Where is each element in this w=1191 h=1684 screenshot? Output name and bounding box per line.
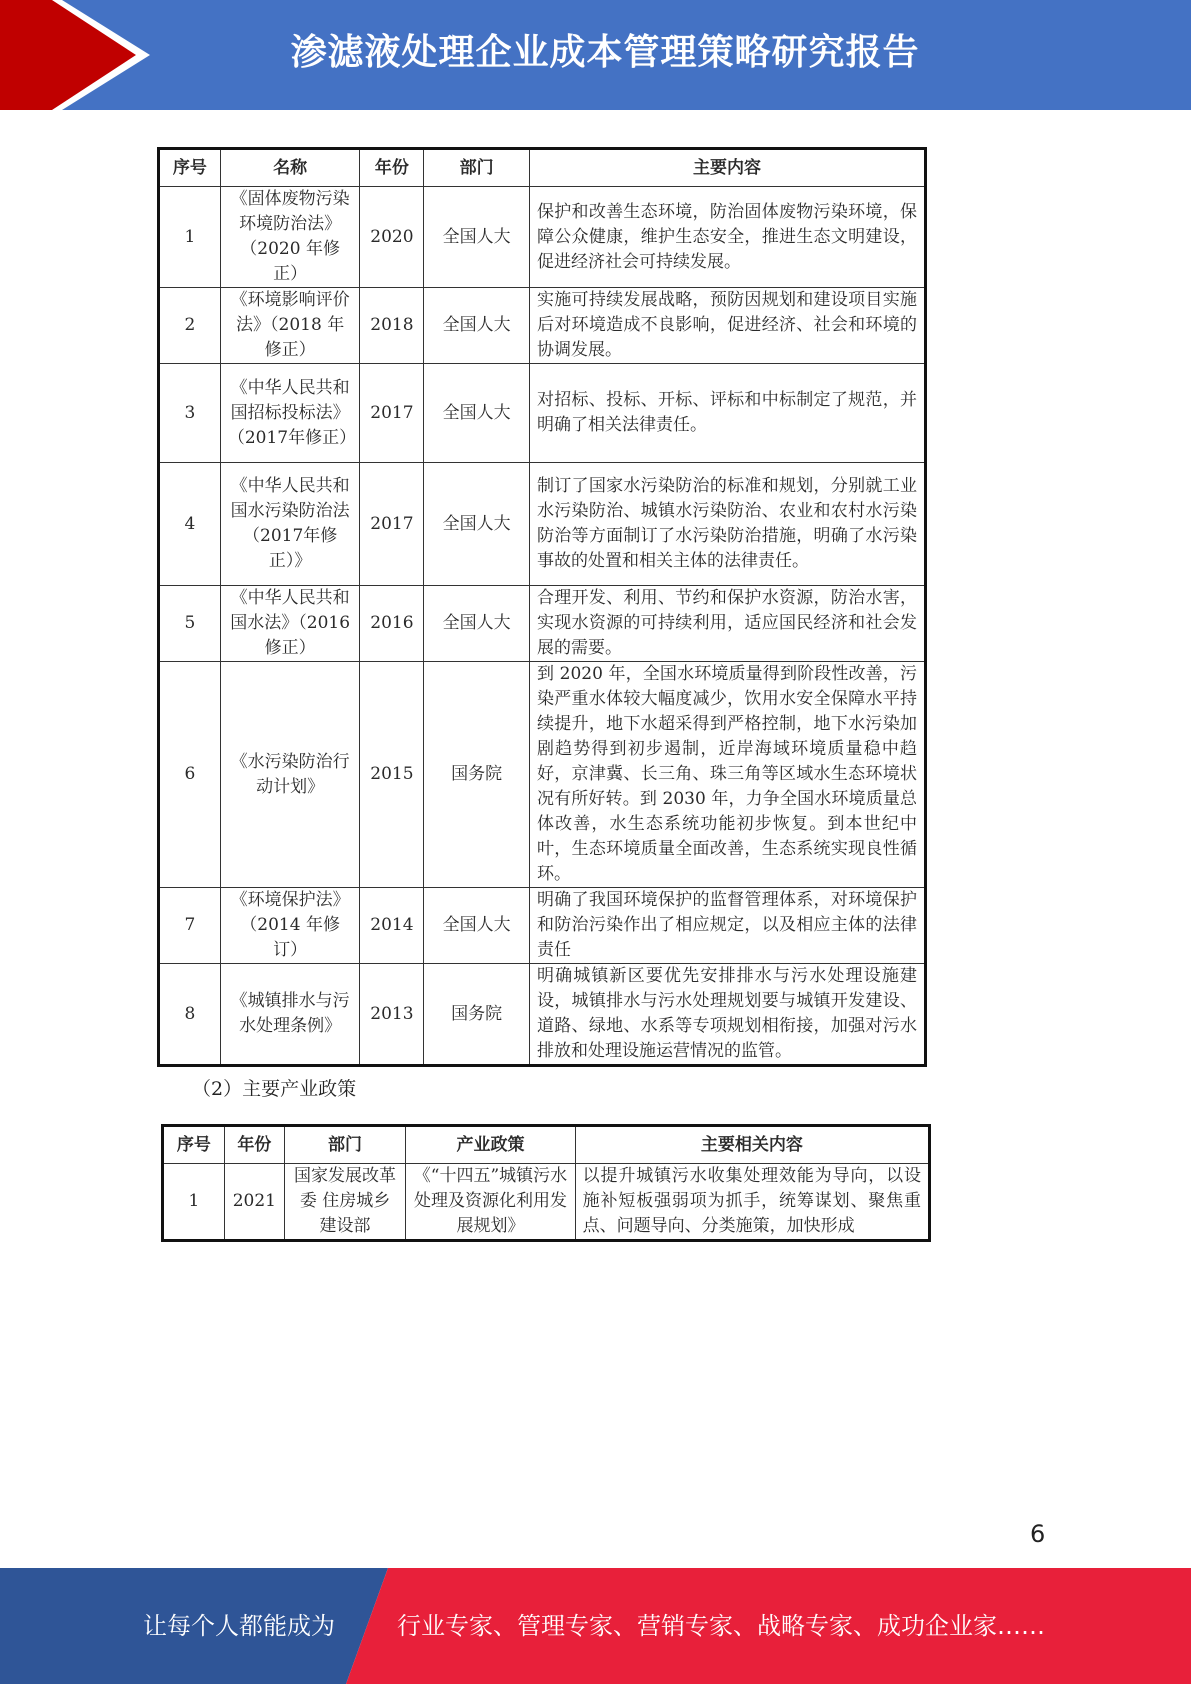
row-dept: 国家发展改革委 住房城乡建设部 <box>284 1164 405 1241</box>
page-number: 6 <box>1030 1520 1046 1548</box>
page-header <box>0 0 1191 110</box>
table-row <box>159 187 926 288</box>
policy-table-header-row <box>163 1126 930 1164</box>
table-row <box>159 586 926 662</box>
page-footer <box>0 1568 1191 1684</box>
law-table <box>157 147 927 1067</box>
table-row <box>159 288 926 364</box>
row-no: 1 <box>163 1164 225 1241</box>
row-content: 制订了国家水污染防治的标准和规划，分别就工业水污染防治、城镇水污染防治、农业和农村水污染防治等方面制订了水污染防治措施，明确了水污染事故的处置和相关主体的法律责任。 <box>529 463 925 586</box>
row-name: 《中华人民共和国水法》（2016修正） <box>220 586 360 662</box>
row-dept: 国务院 <box>424 662 530 888</box>
header-no: 序号 <box>159 149 221 187</box>
row-year: 2021 <box>224 1164 284 1241</box>
row-year: 2014 <box>360 888 424 964</box>
row-name: 《城镇排水与污水处理条例》 <box>220 964 360 1066</box>
row-no: 8 <box>159 964 221 1066</box>
row-content: 以提升城镇污水收集处理效能为导向，以设施补短板强弱项为抓手，统筹谋划、聚焦重点、问题导向、分类施策，加快形成 <box>575 1164 929 1241</box>
row-content: 到 2020 年，全国水环境质量得到阶段性改善，污染严重水体较大幅度减少，饮用水安全保障水平持续提升，地下水超采得到严格控制，地下水污染加剧趋势得到初步遏制，近岸海域环境质量稳中趋好，京津冀、长三角、珠三角等区域水生态环境状况有所好转。到 2030 年，力争全国水环境质量总体改善，水生态系统功能初步恢复。到本世纪中叶，生态环境质量全面改善，生态系统实现良性循环。 <box>529 662 925 888</box>
row-dept: 全国人大 <box>424 187 530 288</box>
row-year: 2020 <box>360 187 424 288</box>
row-year: 2017 <box>360 364 424 463</box>
row-year: 2018 <box>360 288 424 364</box>
header-content: 主要内容 <box>529 149 925 187</box>
header-policy: 产业政策 <box>406 1126 575 1164</box>
row-dept: 全国人大 <box>424 586 530 662</box>
header-no: 序号 <box>163 1126 225 1164</box>
header-year: 年份 <box>360 149 424 187</box>
row-no: 7 <box>159 888 221 964</box>
row-name: 《环境影响评价法》（2018 年修正） <box>220 288 360 364</box>
row-name: 《水污染防治行动计划》 <box>220 662 360 888</box>
row-dept: 全国人大 <box>424 888 530 964</box>
row-content: 明确了我国环境保护的监督管理体系，对环境保护和防治污染作出了相应规定，以及相应主体的法律责任 <box>529 888 925 964</box>
footer-slogan-left: 让每个人都能成为 <box>143 1612 335 1640</box>
table-row <box>159 364 926 463</box>
row-no: 3 <box>159 364 221 463</box>
row-content: 保护和改善生态环境，防治固体废物污染环境，保障公众健康，维护生态安全，推进生态文明建设，促进经济社会可持续发展。 <box>529 187 925 288</box>
row-content: 合理开发、利用、节约和保护水资源，防治水害，实现水资源的可持续利用，适应国民经济和社会发展的需要。 <box>529 586 925 662</box>
row-no: 5 <box>159 586 221 662</box>
row-dept: 国务院 <box>424 964 530 1066</box>
row-year: 2016 <box>360 586 424 662</box>
row-policy: 《“十四五”城镇污水处理及资源化利用发展规划》 <box>406 1164 575 1241</box>
table-row <box>159 463 926 586</box>
row-dept: 全国人大 <box>424 288 530 364</box>
row-content: 实施可持续发展战略，预防因规划和建设项目实施后对环境造成不良影响，促进经济、社会和环境的协调发展。 <box>529 288 925 364</box>
row-no: 2 <box>159 288 221 364</box>
row-year: 2017 <box>360 463 424 586</box>
row-content: 明确城镇新区要优先安排排水与污水处理设施建设，城镇排水与污水处理规划要与城镇开发建设、道路、绿地、水系等专项规划相衔接，加强对污水排放和处理设施运营情况的监管。 <box>529 964 925 1066</box>
header-dept: 部门 <box>284 1126 405 1164</box>
table-row <box>159 888 926 964</box>
row-no: 6 <box>159 662 221 888</box>
row-content: 对招标、投标、开标、评标和中标制定了规范，并明确了相关法律责任。 <box>529 364 925 463</box>
row-no: 1 <box>159 187 221 288</box>
table-row <box>163 1164 930 1241</box>
row-dept: 全国人大 <box>424 463 530 586</box>
document-title: 渗滤液处理企业成本管理策略研究报告 <box>290 32 920 73</box>
table-row <box>159 964 926 1066</box>
header-year: 年份 <box>224 1126 284 1164</box>
table-row <box>159 662 926 888</box>
header-name: 名称 <box>220 149 360 187</box>
footer-slogan-right: 行业专家、管理专家、营销专家、战略专家、成功企业家…… <box>397 1612 1045 1640</box>
row-no: 4 <box>159 463 221 586</box>
row-name: 《中华人民共和国水污染防治法（2017年修正）》 <box>220 463 360 586</box>
row-year: 2013 <box>360 964 424 1066</box>
row-name: 《固体废物污染环境防治法》（2020 年修正） <box>220 187 360 288</box>
row-name: 《环境保护法》（2014 年修订） <box>220 888 360 964</box>
section-label: （2）主要产业政策 <box>192 1078 357 1100</box>
row-name: 《中华人民共和国招标投标法》（2017年修正） <box>220 364 360 463</box>
law-table-header-row <box>159 149 926 187</box>
header-dept: 部门 <box>424 149 530 187</box>
row-dept: 全国人大 <box>424 364 530 463</box>
row-year: 2015 <box>360 662 424 888</box>
header-arrow-icon <box>0 0 160 110</box>
header-content: 主要相关内容 <box>575 1126 929 1164</box>
policy-table <box>161 1124 931 1242</box>
